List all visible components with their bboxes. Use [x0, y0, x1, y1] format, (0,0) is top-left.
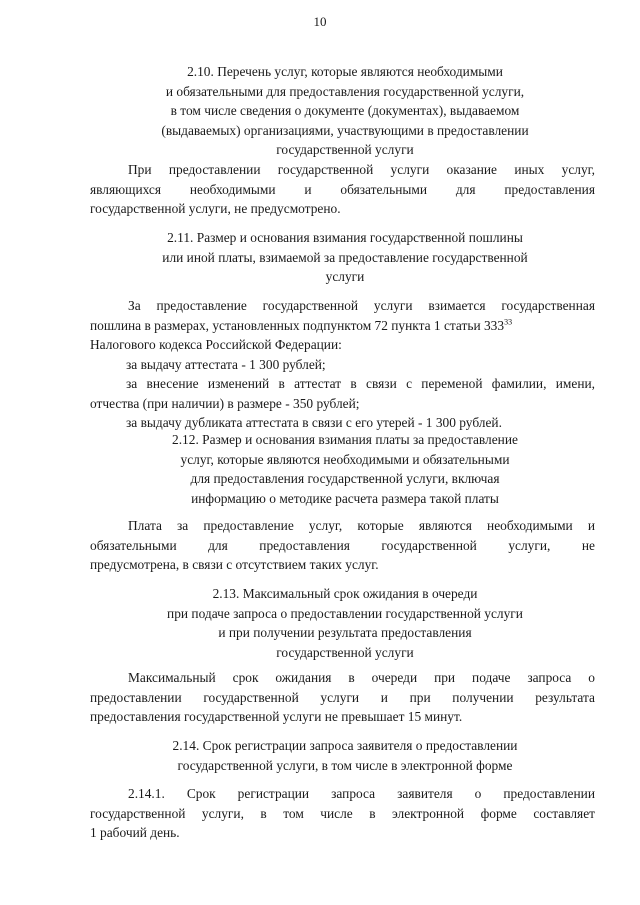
heading-line: и при получении результата предоставления: [218, 625, 472, 640]
heading-line: 2.14. Срок регистрации запроса заявителя о предоставлении: [172, 738, 518, 753]
paragraph-line: За предоставление государственной услуги взимается государственная: [128, 298, 595, 313]
section-2-12-paragraph: [90, 516, 595, 575]
paragraph-line: обязательными для предоставления государственной услуги, не: [90, 537, 595, 553]
footnote-reference: 33: [504, 317, 513, 327]
fee-list-item: за выдачу аттестата - 1 300 рублей;: [126, 356, 326, 372]
paragraph-line: предоставления государственной услуги не превышает 15 минут.: [90, 709, 463, 724]
heading-line: при подаче запроса о предоставлении государственной услуги: [167, 605, 523, 621]
heading-line: в том числе сведения о документе (документах), выдаваемом: [170, 103, 520, 118]
section-2-13-paragraph: [90, 668, 595, 727]
paragraph-line: государственной услуги, в том числе в электронной форме составляет: [90, 805, 595, 821]
heading-line: услуги: [325, 269, 365, 284]
section-2-11-heading: [90, 228, 600, 287]
heading-line: услуг, которые являются необходимыми и обязательными: [180, 451, 510, 467]
heading-line: государственной услуги, в том числе в электронной форме: [177, 757, 513, 773]
paragraph-line: 2.14.1. Срок регистрации запроса заявителя о предоставлении: [128, 786, 595, 801]
paragraph-line: Налогового кодекса Российской Федерации:: [90, 337, 342, 352]
heading-line: или иной платы, взимаемой за предоставление государственной: [162, 249, 528, 265]
paragraph-line: предоставлении государственной услуги и при получении результата: [90, 689, 595, 705]
page-number: 10: [313, 14, 327, 29]
paragraph-line: 1 рабочий день.: [90, 825, 180, 840]
section-2-12-heading: [90, 430, 600, 508]
fee-list-item-continued: отчества (при наличии) в размере - 350 рублей;: [90, 395, 360, 411]
section-2-10-heading: [90, 62, 600, 160]
section-2-11-paragraph: [90, 296, 595, 433]
heading-line: 2.10. Перечень услуг, которые являются необходимыми: [187, 64, 503, 79]
paragraph-text: пошлина в размерах, установленных подпунктом 72 пункта 1 статьи 333: [90, 317, 505, 333]
section-2-14-1-paragraph: [90, 784, 595, 843]
heading-line: информацию о методике расчета размера такой платы: [191, 490, 499, 506]
heading-line: 2.11. Размер и основания взимания государственной пошлины: [167, 230, 523, 245]
heading-line: государственной услуги: [276, 142, 414, 157]
section-2-10-paragraph: [90, 160, 595, 219]
paragraph-line: При предоставлении государственной услуги оказание иных услуг,: [128, 162, 595, 177]
paragraph-line: являющихся необходимыми и обязательными для предоставления: [90, 181, 595, 197]
paragraph-line: предусмотрена, в связи с отсутствием таких услуг.: [90, 557, 379, 572]
fee-list-item: за внесение изменений в аттестат в связи с переменой фамилии, имени,: [126, 376, 595, 391]
paragraph-line: государственной услуги, не предусмотрено.: [90, 201, 341, 216]
heading-line: (выдаваемых) организациями, участвующими в предоставлении: [161, 122, 529, 138]
fee-list-item: за выдачу дубликата аттестата в связи с его утерей - 1 300 рублей.: [126, 415, 502, 430]
paragraph-line: [90, 316, 595, 336]
heading-line: и обязательными для предоставления государственной услуги,: [165, 83, 525, 99]
paragraph-line: Плата за предоставление услуг, которые являются необходимыми и: [128, 518, 595, 533]
heading-line: для предоставления государственной услуги, включая: [190, 471, 500, 486]
heading-line: 2.12. Размер и основания взимания платы за предоставление: [172, 432, 518, 447]
heading-line: государственной услуги: [276, 644, 414, 660]
paragraph-line: Максимальный срок ожидания в очереди при подаче запроса о: [128, 670, 595, 685]
section-2-13-heading: [90, 584, 600, 662]
heading-line: 2.13. Максимальный срок ожидания в очереди: [212, 586, 478, 601]
section-2-14-heading: [90, 736, 600, 775]
